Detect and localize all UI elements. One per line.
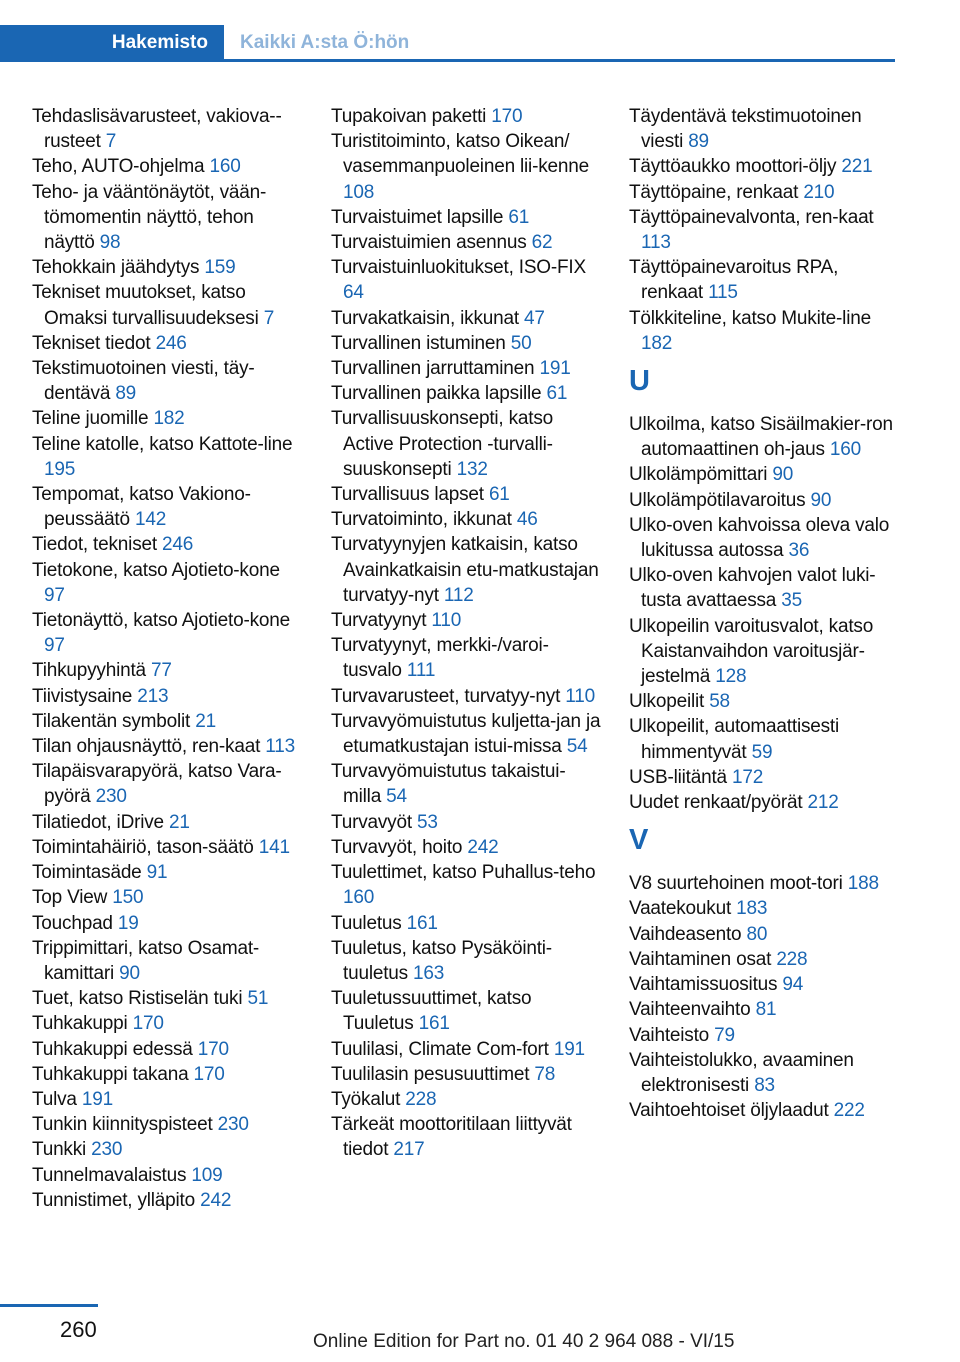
page-link[interactable]: 230	[217, 1114, 249, 1136]
index-term: Top View	[32, 887, 108, 909]
page-link[interactable]: 159	[204, 257, 236, 279]
page-link[interactable]: 160	[209, 156, 241, 178]
index-term: Tuet, katso Ristiselän tuki	[32, 988, 243, 1010]
index-entry	[331, 1062, 601, 1087]
page-link[interactable]: 80	[746, 923, 768, 945]
page-link[interactable]: 170	[193, 1063, 225, 1085]
index-entry	[32, 835, 302, 860]
index-term: Turvallinen jarruttaminen	[331, 358, 535, 380]
page-link[interactable]: 212	[807, 792, 839, 814]
page-link[interactable]: 150	[112, 887, 144, 909]
page-link[interactable]: 54	[566, 736, 588, 758]
index-entry	[331, 255, 601, 305]
index-entry	[32, 1037, 302, 1062]
index-column-2	[331, 104, 601, 1163]
index-entry	[629, 563, 899, 613]
page-link[interactable]: 98	[99, 232, 121, 254]
index-entry	[629, 255, 899, 305]
index-term: Turvaistuinluokitukset, ISO-FIX	[331, 257, 586, 279]
page-link[interactable]: 112	[443, 584, 474, 606]
index-term: USB-liitäntä	[629, 766, 727, 788]
index-term: Tekstimuotoinen viesti, täy-dentävä	[32, 358, 255, 405]
page-link[interactable]: 182	[641, 332, 673, 354]
index-entry	[32, 104, 302, 154]
index-term: Ulkopeilit, automaattisesti himmentyvät	[629, 716, 840, 763]
page-link[interactable]: 246	[155, 332, 187, 354]
index-term: Turvallinen paikka lapsille	[331, 383, 542, 405]
page-link[interactable]: 97	[44, 635, 65, 657]
index-entry	[331, 306, 601, 331]
index-term: Turvallisuuskonsepti, katso Active Protection -turvalli-suuskonsepti	[331, 408, 553, 480]
index-entry	[629, 1048, 899, 1098]
page-link[interactable]: 21	[195, 710, 216, 732]
page-link[interactable]: 61	[488, 484, 510, 506]
index-entry	[629, 488, 899, 513]
index-term: Tilakentän symbolit	[32, 710, 191, 732]
page-link[interactable]: 50	[510, 332, 532, 354]
page-link[interactable]: 172	[732, 766, 764, 788]
index-term: Tärkeät moottoritilaan liittyvät tiedot	[331, 1114, 572, 1161]
page-link[interactable]: 113	[265, 736, 295, 758]
index-term: Toimintasäde	[32, 862, 142, 884]
page-link[interactable]: 51	[247, 988, 269, 1010]
index-term: Tuulilasi, Climate Com-fort	[331, 1038, 549, 1060]
index-entry	[331, 709, 601, 759]
index-term: Tilatiedot, iDrive	[32, 811, 164, 833]
index-entry	[331, 129, 601, 205]
index-entry	[331, 507, 601, 532]
index-term: Teho, AUTO-ohjelma	[32, 156, 205, 178]
index-term: Vaihteisto	[629, 1024, 710, 1046]
page-link[interactable]: 61	[546, 383, 568, 405]
section-letter: U	[629, 365, 650, 398]
index-entry	[32, 684, 302, 709]
index-term: Tietonäyttö, katso Ajotieto-kone	[32, 610, 290, 632]
index-term: Teline juomille	[32, 408, 149, 430]
index-term: Tulva	[32, 1088, 77, 1110]
page-link[interactable]: 62	[531, 232, 553, 254]
page-link[interactable]: 161	[406, 912, 438, 934]
index-entry	[32, 810, 302, 835]
page-link[interactable]: 191	[81, 1088, 113, 1110]
index-term: Turvatoiminto, ikkunat	[331, 509, 512, 531]
page-link[interactable]: 222	[833, 1100, 865, 1122]
page-link[interactable]: 132	[456, 458, 488, 480]
index-term: Täyttöpainevalvonta, ren-kaat	[629, 206, 874, 228]
index-term: Ulkoilma, katso Sisäilmakier-ron automaattinen oh-jaus	[629, 414, 893, 461]
index-term: Turvaistuimet lapsille	[331, 206, 504, 228]
header-tabs	[0, 25, 895, 62]
index-term: Teline katolle, katso Kattote-line	[32, 433, 293, 455]
page-link[interactable]: 90	[119, 962, 140, 984]
index-entry	[331, 230, 601, 255]
page-link[interactable]: 35	[781, 590, 802, 612]
tab-index[interactable]: Hakemisto	[0, 25, 224, 62]
page-link[interactable]: 91	[146, 862, 168, 884]
index-entry	[331, 759, 601, 809]
index-term: Trippimittari, katso Osamat-kamittari	[32, 937, 260, 984]
index-term: Tuulilasin pesusuuttimet	[331, 1063, 530, 1085]
page-link[interactable]: 141	[258, 836, 290, 858]
index-entry	[331, 1087, 601, 1112]
index-entry	[629, 412, 899, 462]
index-entry	[32, 1112, 302, 1137]
index-entry	[32, 558, 302, 608]
index-term: Turvavyömuistutus kuljetta-jan ja etumatkustajan istui-missa	[331, 710, 601, 758]
index-entry	[32, 1188, 302, 1213]
index-entry	[629, 614, 899, 690]
index-entry	[331, 1112, 601, 1162]
page-link[interactable]: 242	[200, 1189, 232, 1211]
index-term: Tehokkain jäähdytys	[32, 257, 200, 279]
page-link[interactable]: 108	[343, 181, 375, 203]
index-term: Toimintahäiriö, tason-säätö	[32, 836, 254, 858]
page-link[interactable]: 54	[386, 786, 407, 808]
page-link[interactable]: 182	[153, 408, 185, 430]
index-term: Täyttöpainevaroitus RPA, renkaat	[629, 257, 839, 304]
index-term: Vaihtaminen osat	[629, 948, 772, 970]
index-entry	[331, 936, 601, 986]
page-link[interactable]: 94	[782, 974, 804, 996]
page-link[interactable]: 160	[343, 887, 375, 909]
index-term: Teho- ja vääntönäytöt, vään-tömomentin näyttö, tehon näyttö	[32, 181, 267, 254]
index-entry	[32, 759, 302, 809]
index-term: Turistitoiminto, katso Oikean/ vasemmanpuoleinen lii-kenne	[331, 131, 589, 178]
page-link[interactable]: 78	[534, 1063, 556, 1085]
page-link[interactable]: 191	[553, 1038, 585, 1060]
index-entry	[32, 1087, 302, 1112]
page-link[interactable]: 59	[751, 741, 773, 763]
index-term: Vaihdeasento	[629, 923, 742, 945]
index-entry	[331, 684, 601, 709]
index-entry	[629, 1023, 899, 1048]
index-entry	[629, 180, 899, 205]
index-term: Ulkolämpömittari	[629, 464, 768, 486]
index-entry	[629, 896, 899, 921]
page-link[interactable]: 210	[803, 181, 835, 203]
page-link[interactable]: 7	[263, 307, 275, 329]
index-term: Ulkolämpötilavaroitus	[629, 489, 806, 511]
index-term: Turvaistuimien asennus	[331, 232, 527, 254]
index-term: Turvakatkaisin, ikkunat	[331, 307, 519, 329]
index-term: Ulkopeilin varoitusvalot, katso Kaistanvaihdon varoitusjär-jestelmä	[629, 615, 874, 688]
index-term: Turvatyynyjen katkaisin, katso Avainkatkaisin etu-matkustajan turvatyy-nyt	[331, 534, 599, 606]
index-entry	[331, 381, 601, 406]
index-term: Työkalut	[331, 1088, 401, 1110]
page-link[interactable]: 191	[539, 358, 571, 380]
index-term: Tölkkiteline, katso Mukite-line	[629, 307, 871, 329]
index-term: Uudet renkaat/pyörät	[629, 792, 803, 814]
index-term: Turvallinen istuminen	[331, 332, 506, 354]
index-entry	[32, 860, 302, 885]
index-term: Turvatyynyt	[331, 610, 427, 632]
index-entry	[331, 835, 601, 860]
page-link[interactable]: 81	[755, 999, 777, 1021]
index-entry	[629, 513, 899, 563]
index-term: Touchpad	[32, 912, 113, 934]
page-link[interactable]: 46	[516, 509, 538, 531]
index-entry	[629, 1098, 899, 1123]
index-term: Tuuletussuuttimet, katso Tuuletus	[331, 988, 532, 1035]
index-entry	[629, 104, 899, 154]
index-entry	[32, 280, 302, 330]
index-entry	[32, 1163, 302, 1188]
index-term: Tunkki	[32, 1139, 87, 1161]
index-term: Tietokone, katso Ajotieto-kone	[32, 559, 280, 581]
index-entry	[32, 1062, 302, 1087]
index-entry	[331, 356, 601, 381]
index-term: Tunkin kiinnityspisteet	[32, 1114, 213, 1136]
edition-note: Online Edition for Part no. 01 40 2 964 088 - VI/15	[313, 1331, 735, 1352]
page-link[interactable]: 228	[405, 1088, 437, 1110]
page-link[interactable]: 188	[847, 873, 879, 895]
page-link[interactable]: 160	[829, 439, 862, 461]
index-entry	[32, 936, 302, 986]
index-term: Tehdaslisävarusteet, vakiova-rusteet	[32, 106, 282, 153]
index-term: Tuhkakuppi edessä	[32, 1038, 193, 1060]
index-entry	[629, 997, 899, 1022]
page-link[interactable]: 90	[772, 464, 794, 486]
page-link[interactable]: 228	[776, 948, 808, 970]
page-link[interactable]: 246	[162, 534, 194, 556]
page-link[interactable]: 89	[688, 131, 709, 153]
index-entry	[629, 306, 899, 356]
page-link[interactable]: 53	[417, 811, 438, 833]
page-link[interactable]: 217	[393, 1139, 425, 1161]
index-term: Tempomat, katso Vakiono-peussäätö	[32, 484, 251, 531]
page-link[interactable]: 64	[343, 282, 364, 304]
index-entry	[629, 947, 899, 972]
index-term: Tuhkakuppi	[32, 1013, 128, 1035]
index-term: Tuuletus, katso Pysäköinti-tuuletus	[331, 937, 552, 984]
index-entry	[32, 709, 302, 734]
index-term: Vaihteenvaihto	[629, 999, 751, 1021]
index-entry	[331, 331, 601, 356]
index-entry	[331, 911, 601, 936]
page-link[interactable]: 36	[788, 540, 810, 562]
index-term: Tupakoivan paketti	[331, 106, 487, 127]
index-term: Turvatyynyt, merkki-/varoi-tusvalo	[331, 635, 549, 682]
index-entry	[32, 608, 302, 658]
page-link[interactable]: 110	[431, 610, 462, 632]
section-letter: V	[629, 824, 649, 857]
index-entry	[32, 331, 302, 356]
index-term: Tekniset muutokset, katso Omaksi turvallisuudeksesi	[32, 282, 259, 329]
index-entry	[32, 1011, 302, 1036]
index-term: Turvavyöt	[331, 811, 412, 833]
index-entry	[331, 810, 601, 835]
page-link[interactable]: 47	[524, 307, 545, 329]
index-entry	[32, 180, 302, 256]
page-link[interactable]: 128	[715, 666, 747, 688]
page-link[interactable]: 113	[641, 232, 671, 254]
index-entry	[331, 104, 601, 129]
index-entry	[331, 860, 601, 910]
index-entry	[32, 1137, 302, 1162]
page-link[interactable]: 221	[841, 156, 873, 178]
index-term: Tekniset tiedot	[32, 332, 151, 354]
index-term: Täydentävä tekstimuotoinen viesti	[629, 106, 862, 153]
page-link[interactable]: 58	[709, 691, 730, 713]
index-entry	[331, 608, 601, 633]
page-link[interactable]: 163	[413, 962, 445, 984]
index-term: Turvallisuus lapset	[331, 484, 484, 506]
index-entry	[331, 205, 601, 230]
index-entry	[629, 462, 899, 487]
index-entry	[32, 406, 302, 431]
index-entry	[629, 154, 899, 179]
index-entry	[331, 482, 601, 507]
index-term: Tuuletus	[331, 912, 402, 934]
footer-rule	[0, 1304, 98, 1307]
index-entry	[629, 972, 899, 997]
index-entry	[629, 765, 899, 790]
page-link[interactable]: 21	[169, 811, 190, 833]
index-term: Ulkopeilit	[629, 691, 705, 713]
index-entry	[32, 885, 302, 910]
index-term: Tuhkakuppi takana	[32, 1063, 189, 1085]
page-link[interactable]: 77	[151, 660, 172, 682]
index-term: Täyttöpaine, renkaat	[629, 181, 799, 203]
index-term: Ulko-oven kahvoissa oleva valo lukitussa autossa	[629, 514, 890, 562]
index-term: V8 suurtehoinen moot-tori	[629, 873, 843, 895]
index-entry	[32, 154, 302, 179]
index-term: Ulko-oven kahvojen valot luki-tusta avattaessa	[629, 565, 876, 612]
index-entry	[331, 986, 601, 1036]
page-link[interactable]: 170	[491, 106, 523, 127]
page-link[interactable]: 109	[191, 1164, 223, 1186]
index-entry	[331, 406, 601, 482]
page-link[interactable]: 97	[44, 584, 65, 606]
index-entry	[629, 790, 899, 815]
index-entry	[331, 633, 601, 683]
index-column-3	[629, 104, 899, 1123]
page-link[interactable]: 83	[754, 1074, 775, 1096]
page-link[interactable]: 230	[95, 786, 127, 808]
page-link[interactable]: 89	[115, 383, 137, 405]
page-link[interactable]: 142	[134, 509, 167, 531]
page-link[interactable]: 111	[406, 660, 436, 682]
index-term: Tihkupyyhintä	[32, 660, 146, 682]
tab-a-to-z[interactable]: Kaikki A:sta Ö:hön	[240, 32, 410, 53]
index-entry	[629, 871, 899, 896]
page-link[interactable]: 161	[418, 1013, 450, 1035]
page-link[interactable]: 115	[708, 282, 738, 304]
page-link[interactable]: 242	[467, 836, 499, 858]
page-link[interactable]: 19	[117, 912, 139, 934]
index-term: Turvavyöt, hoito	[331, 836, 463, 858]
page-link[interactable]: 213	[137, 685, 169, 707]
page-link[interactable]: 170	[132, 1013, 164, 1035]
page-link[interactable]: 183	[736, 898, 768, 920]
index-entry	[32, 482, 302, 532]
index-entry	[32, 658, 302, 683]
index-term: Turvavyömuistutus takaistui-milla	[331, 761, 566, 808]
index-term: Tiivistysaine	[32, 685, 133, 707]
index-term: Vaatekoukut	[629, 898, 732, 920]
index-entry	[629, 922, 899, 947]
index-term: Tilapäisvarapyörä, katso Vara-pyörä	[32, 761, 282, 808]
index-entry	[331, 1037, 601, 1062]
index-column-1	[32, 104, 302, 1213]
index-term: Tuulettimet, katso Puhallus-teho	[331, 862, 596, 884]
index-entry	[629, 714, 899, 764]
index-entry	[32, 532, 302, 557]
index-entry	[32, 255, 302, 280]
page-link[interactable]: 195	[44, 458, 76, 480]
index-entry	[32, 986, 302, 1011]
index-entry	[331, 532, 601, 608]
index-term: Tiedot, tekniset	[32, 534, 157, 556]
page-link[interactable]: 79	[714, 1024, 735, 1046]
index-term: Tunnelmavalaistus	[32, 1164, 187, 1186]
page-link[interactable]: 110	[565, 685, 595, 707]
page-number: 260	[60, 1317, 97, 1342]
index-term: Vaihtoehtoiset öljylaadut	[629, 1100, 829, 1122]
index-entry	[32, 356, 302, 406]
index-entry	[32, 911, 302, 936]
header-rule	[0, 59, 895, 62]
index-term: Vaihtamissuositus	[629, 974, 778, 996]
page-link[interactable]: 61	[508, 206, 530, 228]
index-term: Tunnistimet, ylläpito	[32, 1189, 195, 1211]
index-term: Täyttöaukko moottori-öljy	[629, 156, 837, 178]
index-term: Tilan ohjausnäyttö, ren-kaat	[32, 736, 261, 758]
page-link[interactable]: 170	[197, 1038, 229, 1060]
index-entry	[32, 432, 302, 482]
index-entry	[32, 734, 302, 759]
index-term: Turvavarusteet, turvatyy-nyt	[331, 685, 561, 707]
page-link[interactable]: 230	[91, 1139, 123, 1161]
page-link[interactable]: 7	[105, 131, 117, 153]
index-entry	[629, 689, 899, 714]
index-term: Vaihteistolukko, avaaminen elektronisesti	[629, 1049, 854, 1096]
page-link[interactable]: 90	[810, 489, 832, 511]
index-entry	[629, 205, 899, 255]
